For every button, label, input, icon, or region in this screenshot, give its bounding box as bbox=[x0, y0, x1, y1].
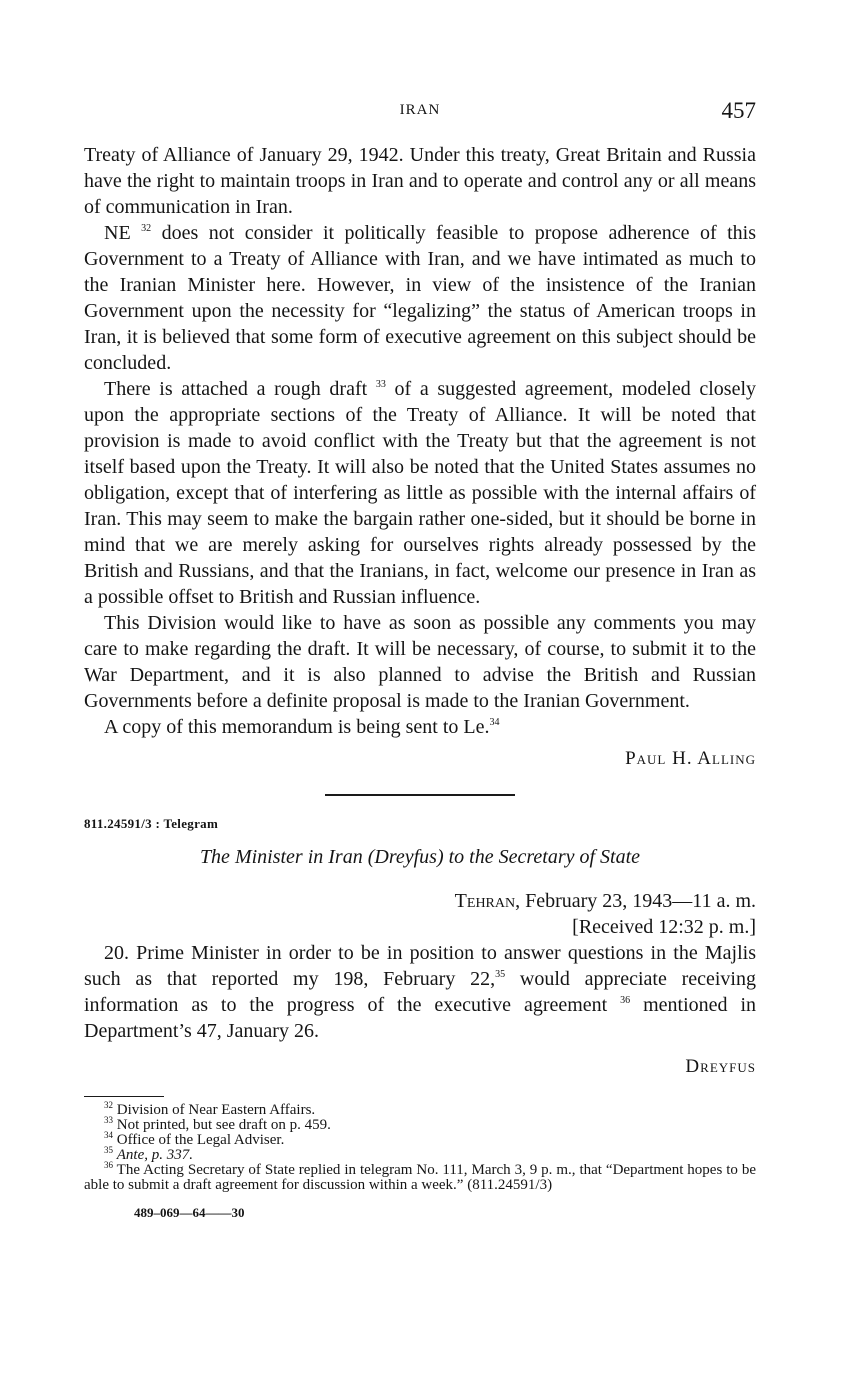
footnote-text: Not printed, but see draft on p. 459. bbox=[116, 1117, 331, 1133]
footnote-ref-33: 33 bbox=[375, 379, 386, 390]
telegram-body bbox=[84, 940, 756, 1044]
paragraph-5 bbox=[84, 714, 756, 740]
telegram-body-end: mentioned in Department’s 47, January 26. bbox=[84, 994, 757, 1042]
paragraph-1-text: Treaty of Alliance of January 29, 1942. Under this treaty, Great Britain and Russia have the right to maintain troops in Iran and to operate and control any or all means of communication in Iran. bbox=[84, 144, 756, 218]
footnote-ref-36: 36 bbox=[620, 995, 631, 1006]
telegram-received: [Received 12:32 p. m.] bbox=[572, 916, 756, 938]
paragraph-5-text: A copy of this memorandum is being sent to Le. bbox=[104, 716, 490, 738]
footnote-number: 34 bbox=[104, 1130, 113, 1140]
footnote-number: 33 bbox=[104, 1115, 113, 1125]
footnote-text: The Acting Secretary of State replied in telegram No. 111, March 3, 9 p. m., that “Department hopes to be able to submit a draft agreement for discussion within a week.” (811.24591/3) bbox=[84, 1162, 756, 1193]
telegram-body-middle: would appreciate receiving information as to the progress of the executive agreement bbox=[84, 968, 756, 1016]
paragraph-3 bbox=[84, 376, 756, 610]
paragraph-3-start: There is attached a rough draft bbox=[104, 378, 368, 400]
paragraph-2-start: NE bbox=[104, 222, 131, 244]
paragraph-4-text: This Division would like to have as soon as possible any comments you may care to make regarding the draft. It will be necessary, of course, to submit it to the War Department, and it is also planned to advise the British and Russian Governments before a definite proposal is made to the Iranian Government. bbox=[84, 612, 756, 712]
document-page bbox=[84, 98, 756, 1221]
paragraph-2-rest: does not consider it politically feasible to propose adherence of this Government to a Treaty of Alliance with Iran, and we have intimated as much to the Iranian Minister here. However, in view of the insistence of the Iranian Government upon the necessity for “legalizing” the status of American troops in Iran, it is believed that some form of executive agreement on this subject should be concluded. bbox=[84, 222, 757, 374]
footnote-35 bbox=[84, 1145, 756, 1163]
page-number: 457 bbox=[721, 98, 756, 123]
telegram-body-start: 20. Prime Minister in order to be in position to answer questions in the Majlis such as that reported my 198, February 22, bbox=[84, 942, 756, 990]
memo-signature: Paul H. Alling bbox=[625, 748, 756, 769]
paragraph-3-rest: of a suggested agreement, modeled closely upon the appropriate sections of the Treaty of Alliance. It will be noted that provision is made to avoid conflict with the Treaty but that the agreement is not itself based upon the Treaty. It will also be noted that the United States assumes no obligation, except that of interfering as little as possible with the internal affairs of Iran. This may seem to make the bargain rather one-sided, but it should be borne in mind that we are merely asking for ourselves rights already possessed by the British and Russians, and that the Iranians, in fact, welcome our presence in Iran as a possible offset to British and Russian influence. bbox=[84, 378, 757, 608]
telegram-date: , February 23, 1943—11 a. m. bbox=[515, 890, 756, 912]
telegram-place: Tehran bbox=[454, 890, 516, 912]
telegram-signature: Dreyfus bbox=[685, 1056, 756, 1077]
footnote-36 bbox=[84, 1160, 756, 1193]
footnote-ref-35: 35 bbox=[495, 969, 506, 980]
footnote-text: Division of Near Eastern Affairs. bbox=[116, 1102, 316, 1118]
footnote-number: 32 bbox=[104, 1100, 113, 1110]
running-title: IRAN bbox=[399, 102, 441, 118]
footnote-32 bbox=[84, 1100, 756, 1118]
footnote-number: 36 bbox=[104, 1160, 113, 1170]
footnote-text: Ante, p. 337. bbox=[116, 1147, 193, 1163]
paragraph-2 bbox=[84, 220, 756, 376]
footnote-text: Office of the Legal Adviser. bbox=[116, 1132, 285, 1148]
file-reference: 811.24591/3 : Telegram bbox=[84, 816, 219, 831]
telegram-title: The Minister in Iran (Dreyfus) to the Secretary of State bbox=[199, 846, 641, 868]
section-divider bbox=[325, 794, 515, 796]
printer-line: 489–069—64——30 bbox=[134, 1205, 245, 1220]
paragraph-1 bbox=[84, 142, 756, 220]
footnote-33 bbox=[84, 1115, 756, 1133]
footnote-ref-32: 32 bbox=[141, 223, 152, 234]
footnote-ref-34: 34 bbox=[489, 717, 500, 728]
footnote-divider bbox=[84, 1096, 164, 1097]
paragraph-4 bbox=[84, 610, 756, 714]
footnote-34 bbox=[84, 1130, 756, 1148]
telegram-dateline bbox=[84, 888, 756, 914]
footnote-number: 35 bbox=[104, 1145, 113, 1155]
running-header bbox=[84, 98, 756, 128]
